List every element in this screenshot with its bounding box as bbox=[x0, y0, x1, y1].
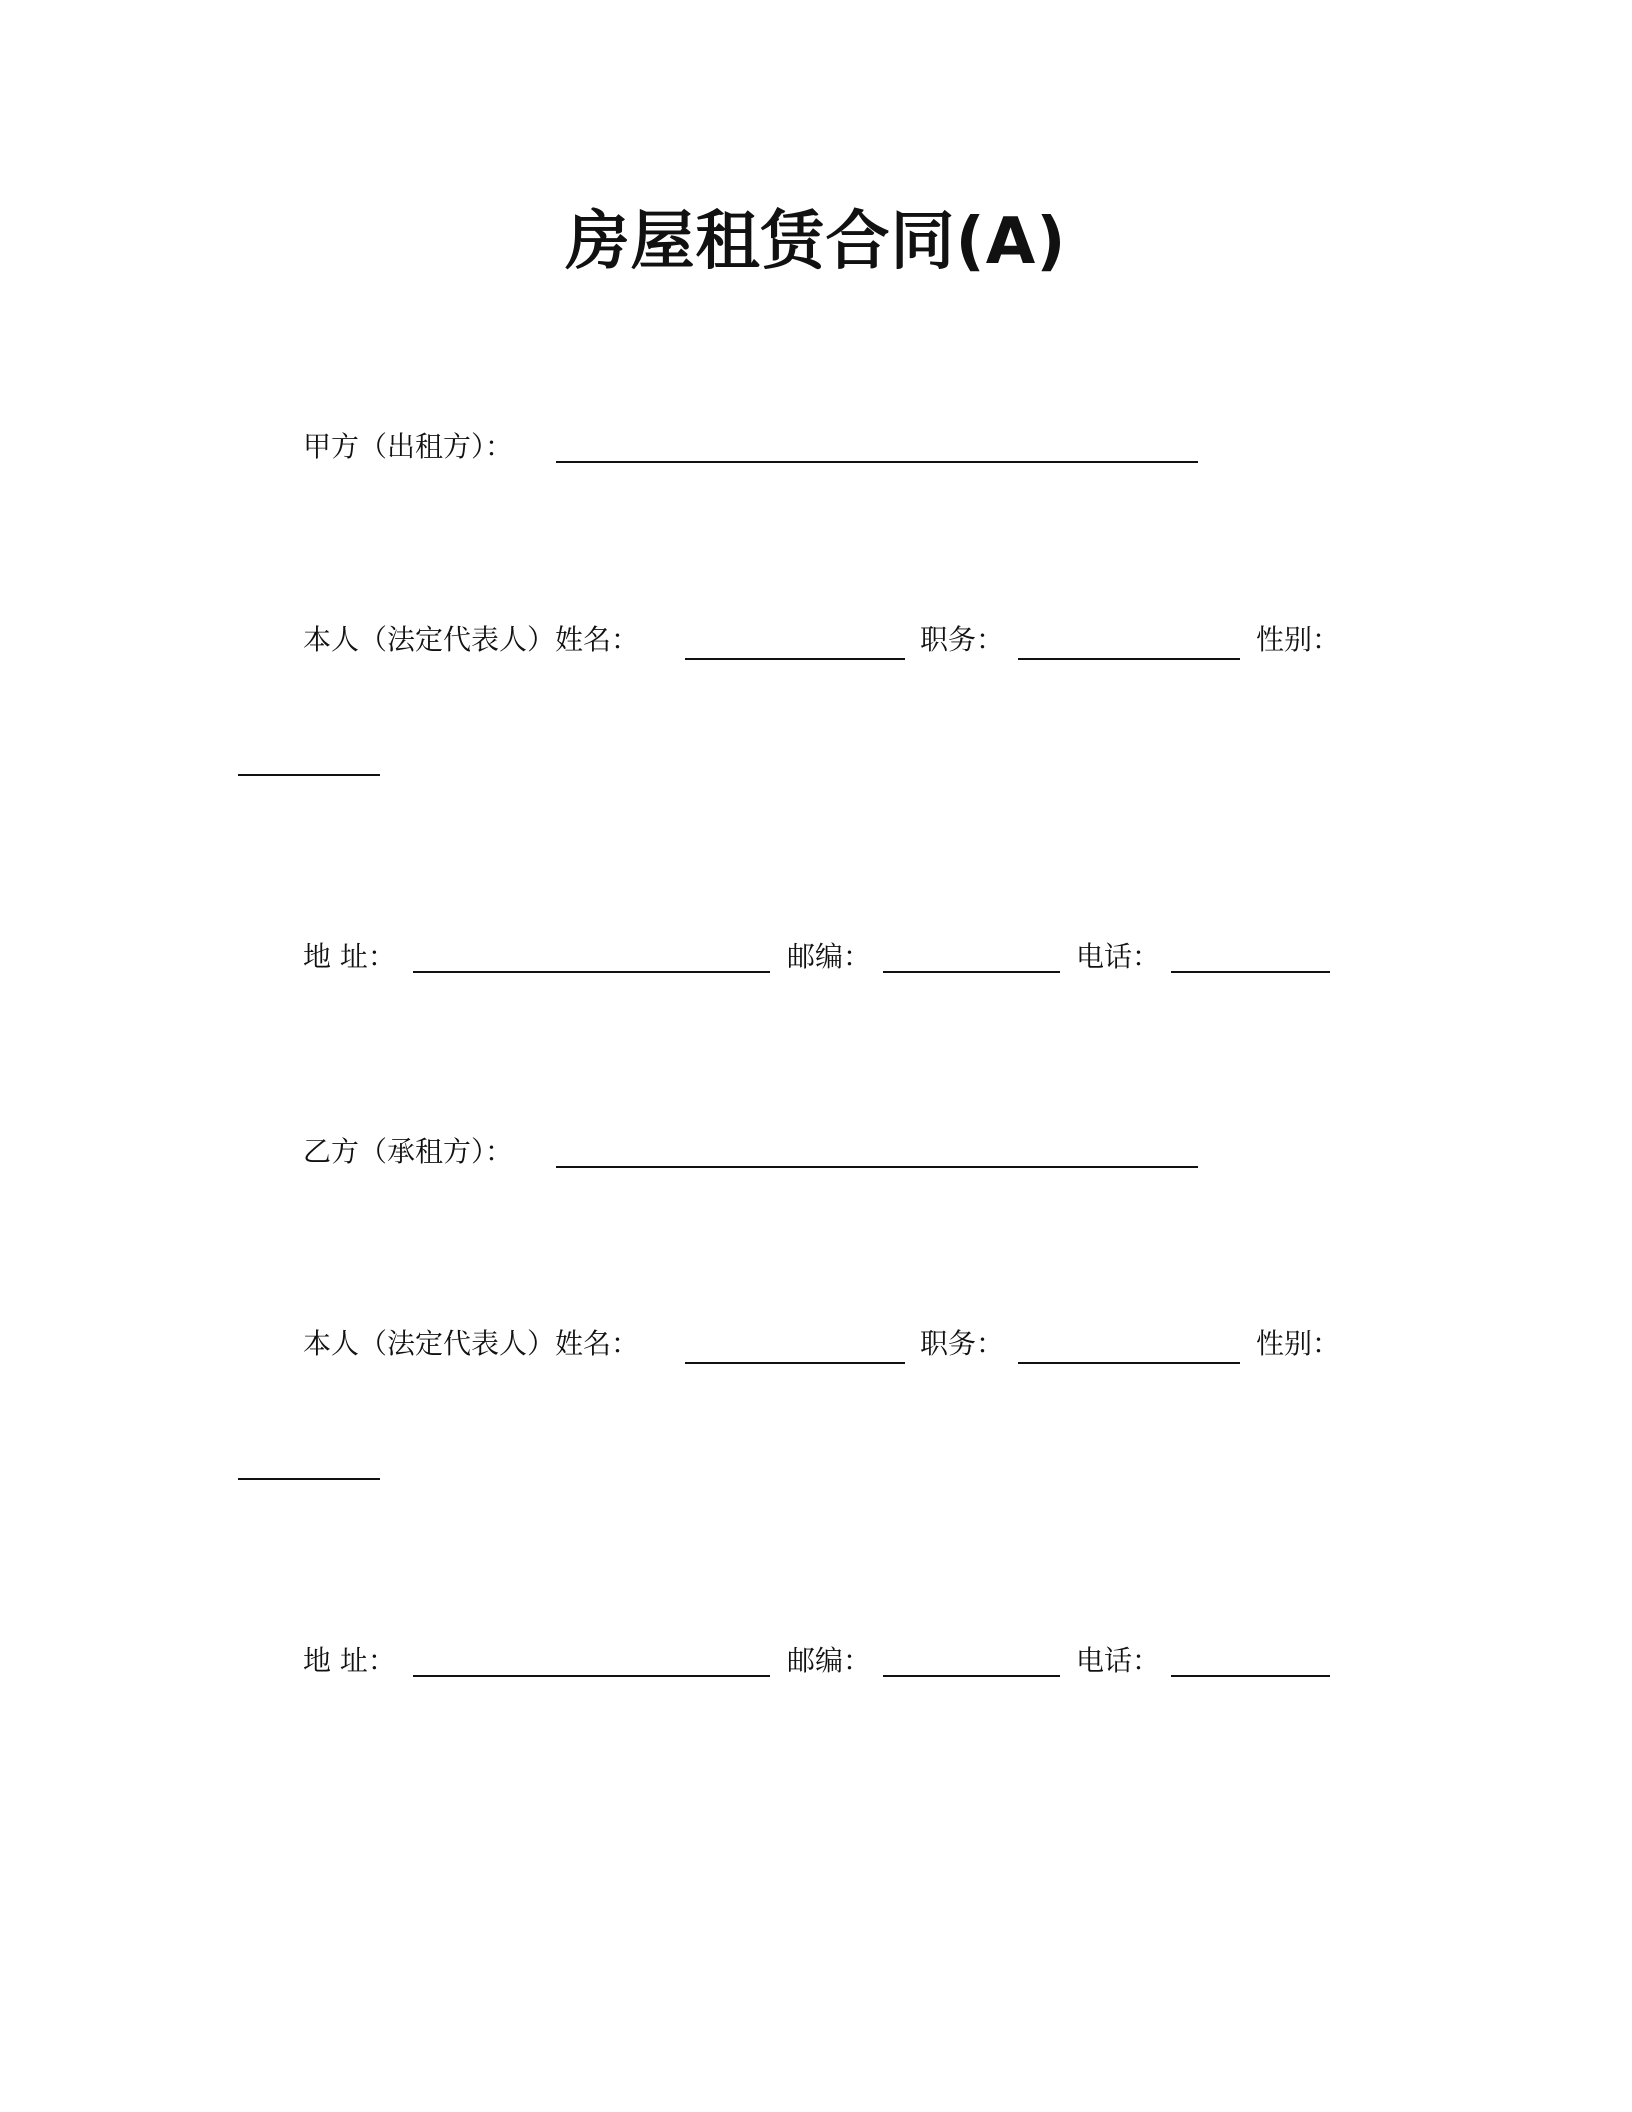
party-a-phone-label: 电话： bbox=[1076, 940, 1161, 973]
party-a-postcode-label: 邮编： bbox=[787, 940, 872, 973]
party-a-heading: 甲方（出租方）： bbox=[303, 430, 514, 463]
party-a-phone-field[interactable] bbox=[1171, 971, 1330, 973]
party-a-gender-label: 性别： bbox=[1256, 623, 1341, 656]
party-a-name-field[interactable] bbox=[556, 461, 1198, 463]
party-a-address-label: 地 址： bbox=[303, 940, 396, 973]
party-b-position-label: 职务： bbox=[920, 1327, 1005, 1360]
party-a-position-field[interactable] bbox=[1018, 658, 1240, 660]
party-b-name-field[interactable] bbox=[556, 1166, 1198, 1168]
party-a-rep-name-field[interactable] bbox=[685, 658, 905, 660]
party-b-phone-field[interactable] bbox=[1171, 1675, 1330, 1677]
party-a-gender-field[interactable] bbox=[238, 774, 380, 776]
page-title: 房屋租赁合同(A) bbox=[565, 205, 1067, 279]
party-b-address-field[interactable] bbox=[413, 1675, 770, 1677]
party-a-rep-name-label: 本人（法定代表人）姓名： bbox=[303, 623, 640, 656]
party-b-heading: 乙方（承租方）： bbox=[303, 1135, 514, 1168]
party-b-rep-name-label: 本人（法定代表人）姓名： bbox=[303, 1327, 640, 1360]
party-a-position-label: 职务： bbox=[920, 623, 1005, 656]
party-b-address-label: 地 址： bbox=[303, 1644, 396, 1677]
party-a-address-field[interactable] bbox=[413, 971, 770, 973]
party-b-postcode-label: 邮编： bbox=[787, 1644, 872, 1677]
party-a-postcode-field[interactable] bbox=[883, 971, 1060, 973]
party-b-postcode-field[interactable] bbox=[883, 1675, 1060, 1677]
party-b-gender-label: 性别： bbox=[1256, 1327, 1341, 1360]
party-b-phone-label: 电话： bbox=[1076, 1644, 1161, 1677]
party-b-position-field[interactable] bbox=[1018, 1362, 1240, 1364]
party-b-gender-field[interactable] bbox=[238, 1478, 380, 1480]
party-b-rep-name-field[interactable] bbox=[685, 1362, 905, 1364]
